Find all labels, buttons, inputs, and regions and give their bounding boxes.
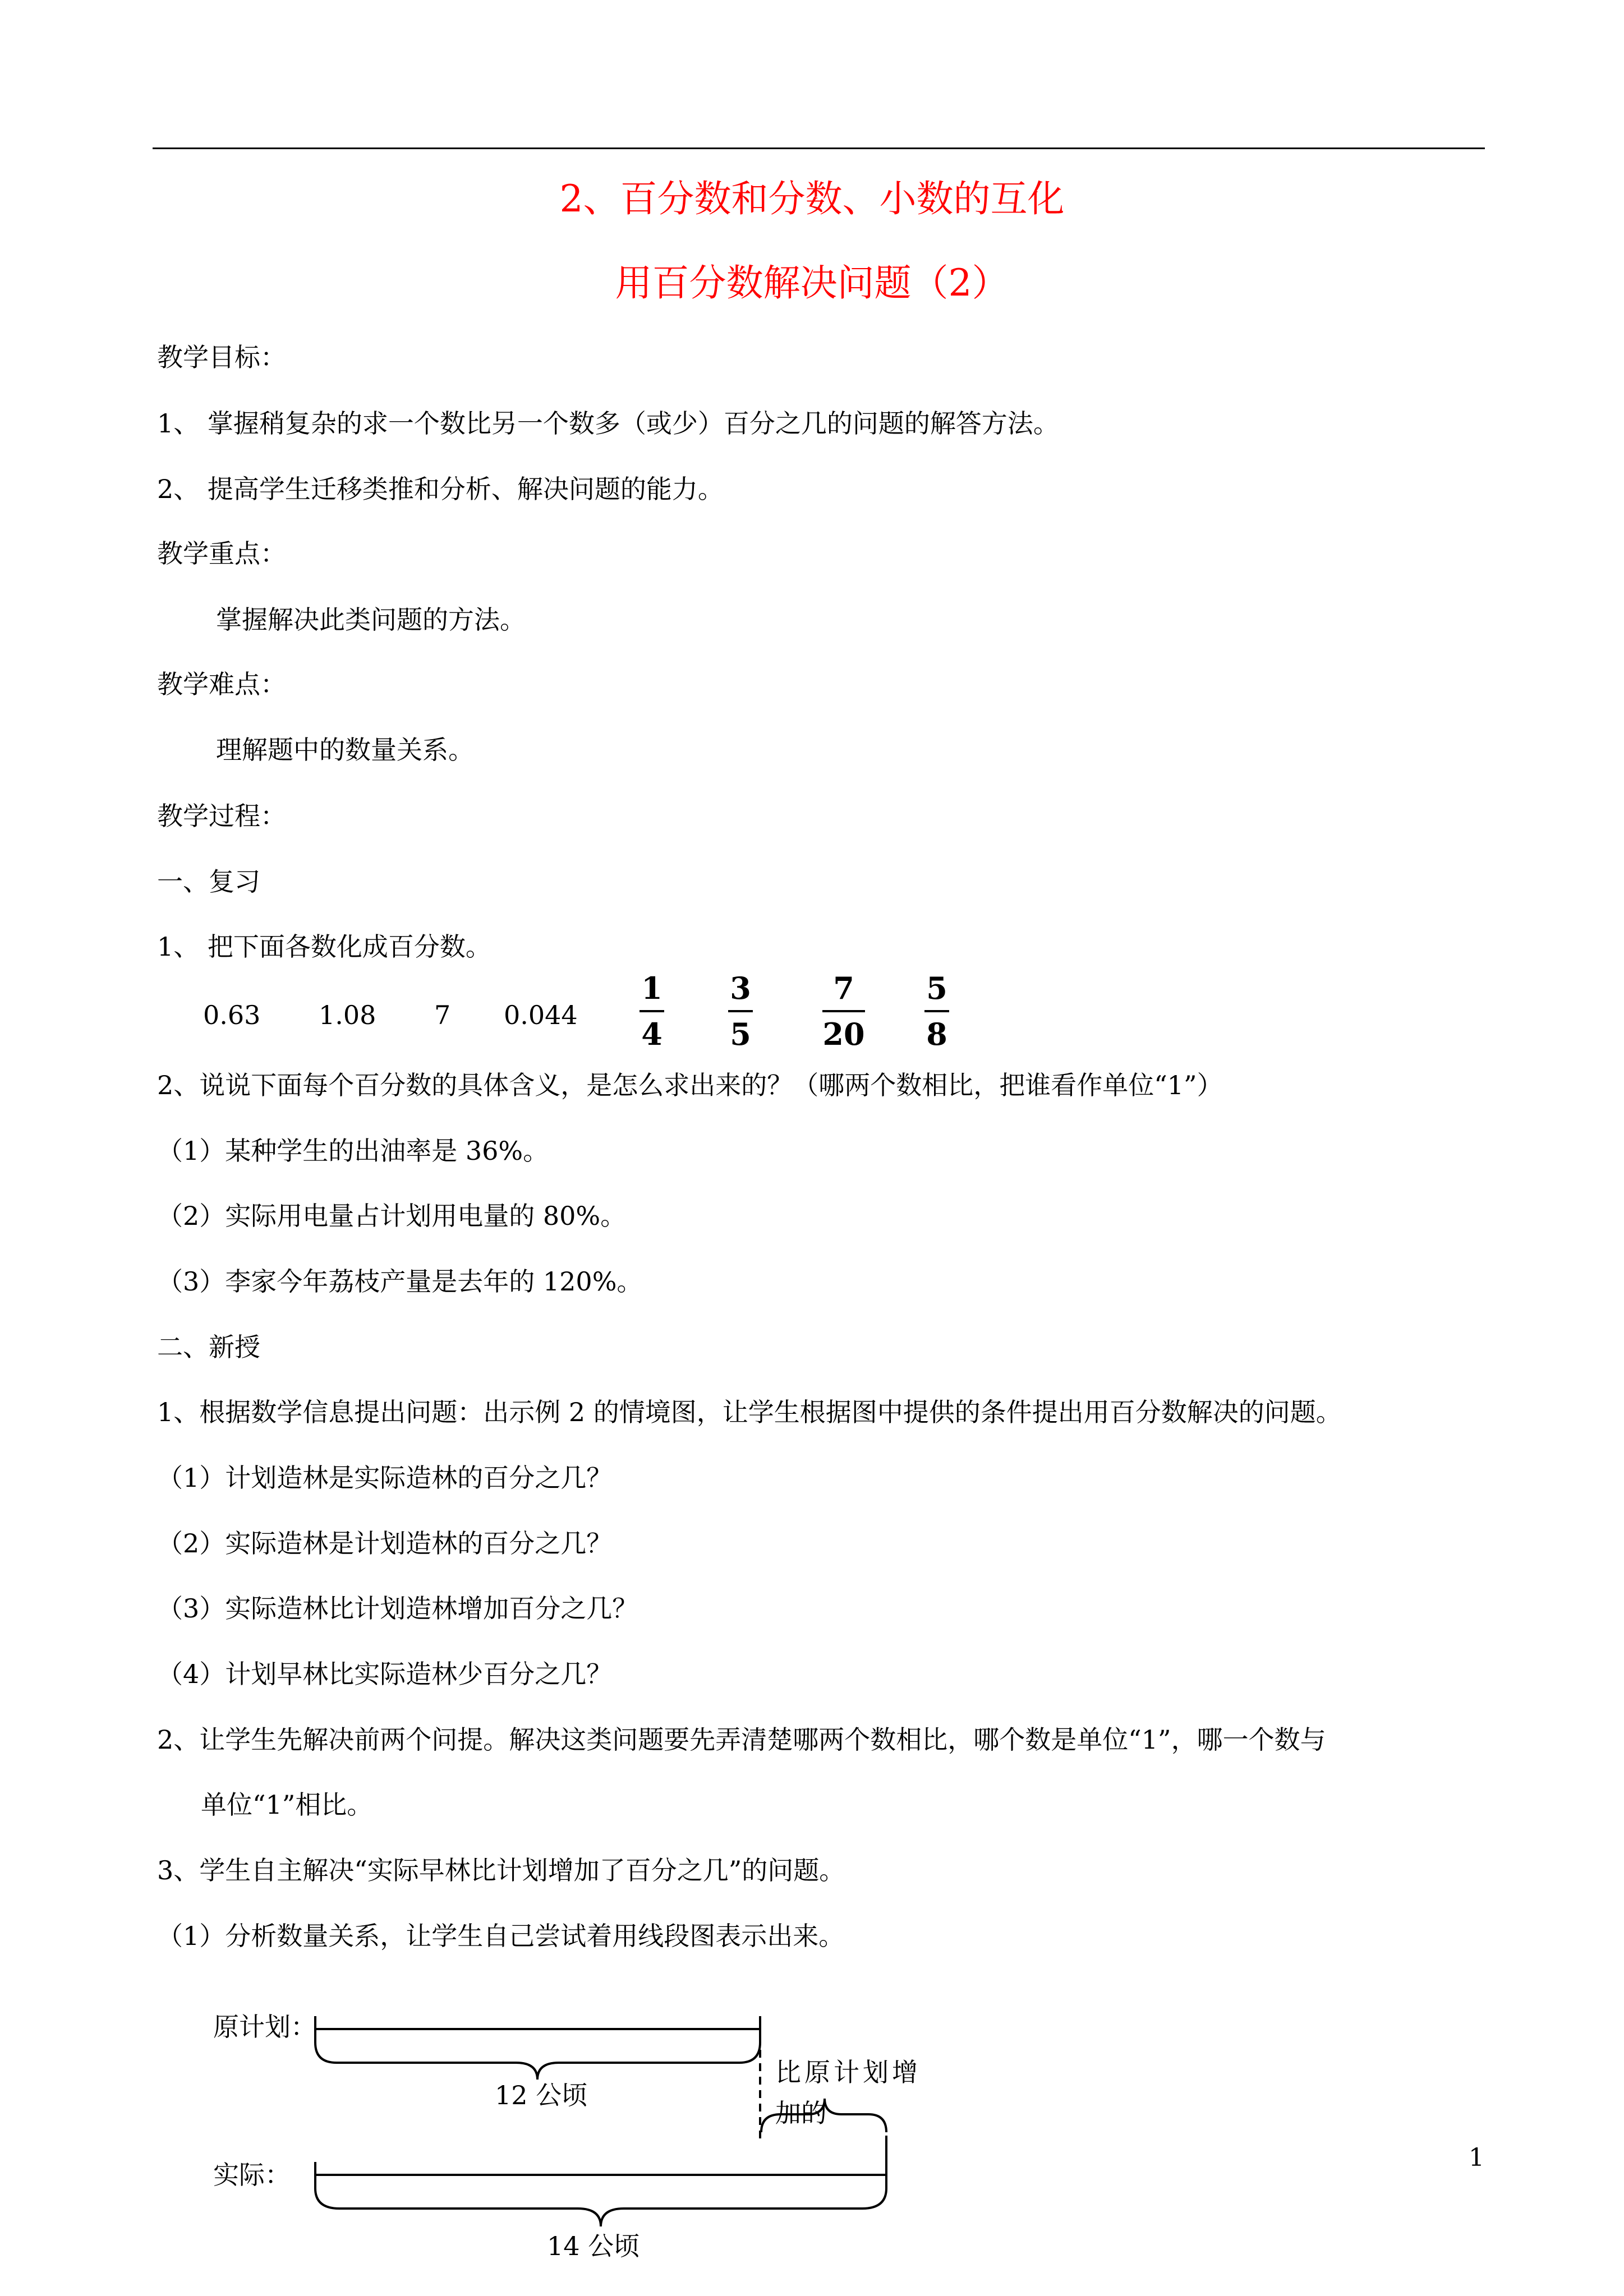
plan-brace bbox=[315, 2043, 760, 2080]
heading-process: 教学过程： bbox=[157, 801, 286, 831]
key-point-text: 掌握解决此类问题的方法。 bbox=[216, 605, 526, 635]
fraction bbox=[640, 969, 664, 1054]
actual-value: 14 公顷 bbox=[547, 2231, 640, 2261]
fraction-bar bbox=[728, 1010, 753, 1012]
question-3: （3）实际造林比计划造林增加百分之几？ bbox=[157, 1593, 638, 1624]
increase-label-line-1: 比原计划增 bbox=[775, 2057, 921, 2087]
new-item-3: 3、学生自主解决“实际早林比计划增加了百分之几”的问题。 bbox=[157, 1855, 845, 1885]
actual-brace bbox=[315, 2188, 886, 2226]
increase-label-line-2: 加的 bbox=[775, 2098, 827, 2128]
plan-value: 12 公顷 bbox=[495, 2080, 588, 2110]
question-4: （4）计划早林比实际造林少百分之几？ bbox=[157, 1659, 613, 1689]
fraction-denominator: 8 bbox=[926, 1016, 947, 1052]
title-line-1: 2、百分数和分数、小数的互化 bbox=[559, 177, 1065, 220]
fraction-numerator: 1 bbox=[641, 970, 663, 1006]
objective-2: 2、 提高学生迁移类推和分析、解决问题的能力。 bbox=[157, 474, 724, 504]
section-new-lesson: 二、新授 bbox=[157, 1332, 260, 1362]
actual-label: 实际： bbox=[213, 2160, 291, 2190]
review-sub-3: （3）李家今年荔枝产量是去年的 120%。 bbox=[157, 1266, 643, 1297]
heading-key-point: 教学重点： bbox=[157, 538, 286, 569]
decimal-value: 0.63 bbox=[203, 1000, 261, 1030]
page-number: 1 bbox=[1469, 2143, 1484, 2172]
difficulty-text: 理解题中的数量关系。 bbox=[216, 735, 474, 765]
decimal-value: 1.08 bbox=[319, 1000, 376, 1030]
fraction-bar bbox=[924, 1010, 949, 1012]
new-item-3-sub-1: （1）分析数量关系，让学生自己尝试着用线段图表示出来。 bbox=[157, 1921, 845, 1951]
heading-objectives: 教学目标： bbox=[157, 342, 286, 372]
question-2: （2）实际造林是计划造林的百分之几？ bbox=[157, 1528, 613, 1559]
fraction-denominator: 4 bbox=[641, 1016, 663, 1052]
fraction-numerator: 3 bbox=[730, 970, 751, 1006]
review-item-1: 1、 把下面各数化成百分数。 bbox=[157, 932, 491, 962]
new-item-2-continued: 单位“1”相比。 bbox=[201, 1790, 373, 1820]
review-item-2: 2、说说下面每个百分数的具体含义，是怎么求出来的？（哪两个数相比，把谁看作单位“1”） bbox=[157, 1070, 1223, 1100]
fraction-bar bbox=[640, 1010, 664, 1012]
decimal-value: 7 bbox=[434, 1000, 451, 1030]
new-item-2: 2、让学生先解决前两个问提。解决这类问题要先弄清楚哪两个数相比，哪个数是单位“1”，哪一个数与 bbox=[157, 1725, 1326, 1755]
decimal-value: 0.044 bbox=[504, 1000, 578, 1030]
objective-1: 1、 掌握稍复杂的求一个数比另一个数多（或少）百分之几的问题的解答方法。 bbox=[157, 408, 1059, 439]
fraction-numerator: 5 bbox=[926, 970, 947, 1006]
fraction bbox=[822, 969, 865, 1054]
fraction-bar bbox=[822, 1010, 865, 1012]
section-review: 一、复习 bbox=[157, 866, 260, 897]
fraction bbox=[924, 969, 949, 1054]
header-rule bbox=[153, 147, 1485, 149]
plan-label: 原计划： bbox=[213, 2012, 316, 2042]
new-item-1: 1、根据数学信息提出问题：出示例 2 的情境图，让学生根据图中提供的条件提出用百分数解决的问题。 bbox=[157, 1397, 1342, 1427]
question-1: （1）计划造林是实际造林的百分之几？ bbox=[157, 1463, 613, 1493]
review-sub-2: （2）实际用电量占计划用电量的 80%。 bbox=[157, 1201, 627, 1231]
fraction-denominator: 5 bbox=[730, 1016, 751, 1052]
fraction-denominator: 20 bbox=[822, 1016, 865, 1052]
fraction bbox=[728, 969, 753, 1054]
title-line-2: 用百分数解决问题（2） bbox=[615, 261, 1009, 305]
fraction-numerator: 7 bbox=[833, 970, 854, 1006]
heading-difficulty: 教学难点： bbox=[157, 669, 286, 699]
review-sub-1: （1）某种学生的出油率是 36%。 bbox=[157, 1136, 549, 1166]
